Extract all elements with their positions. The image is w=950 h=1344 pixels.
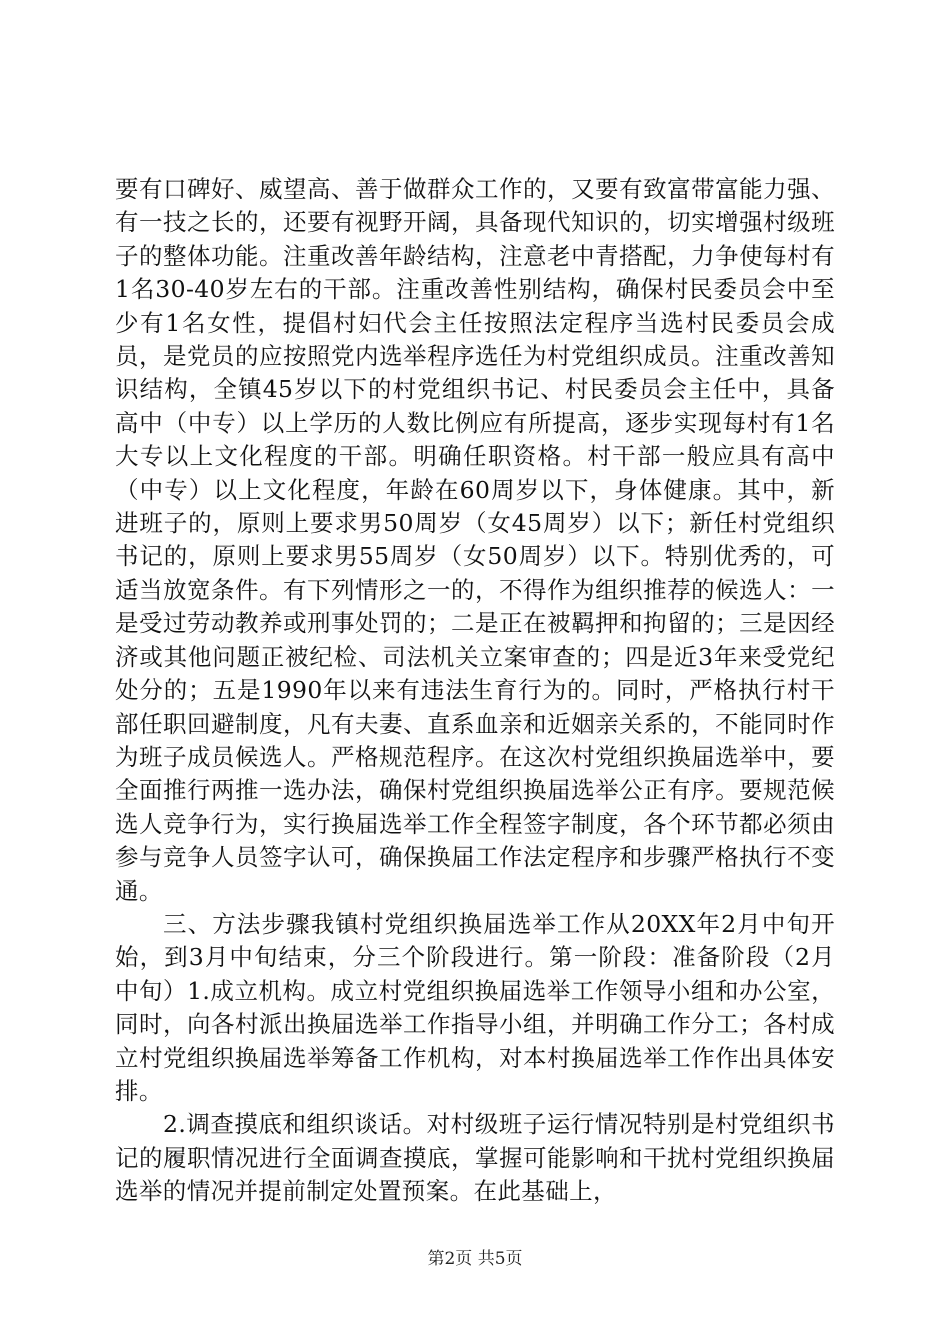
paragraph: 2.调查摸底和组织谈话。对村级班子运行情况特别是村党组织书记的履职情况进行全面调查摸底，掌握可能影响和干扰村党组织换届选举的情况并提前制定处置预案。在此基础上， <box>115 1110 835 1206</box>
paragraph: 三、方法步骤我镇村党组织换届选举工作从20XX年2月中旬开始，到3月中旬结束，分三个阶段进行。第一阶段：准备阶段（2月中旬）1.成立机构。成立村党组织换届选举工作领导小组和办公室，同时，向各村派出换届选举工作指导小组，并明确工作分工；各村成立村党组织换届选举筹备工作机构，对本村换届选举工作作出具体安排。 <box>115 909 835 1105</box>
paragraph: 要有口碑好、威望高、善于做群众工作的，又要有致富带富能力强、有一技之长的，还要有视野开阔，具备现代知识的，切实增强村级班子的整体功能。注重改善年龄结构，注意老中青搭配，力争使每村有1名30-40岁左右的干部。注重改善性别结构，确保村民委员会中至少有1名女性，提倡村妇代会主任按照法定程序当选村民委员会成员，是党员的应按照党内选举程序选任为村党组织成员。注重改善知识结构，全镇45岁以下的村党组织书记、村民委员会主任中，具备高中（中专）以上学历的人数比例应有所提高，逐步实现每村有1名大专以上文化程度的干部。明确任职资格。村干部一般应具有高中（中专）以上文化程度，年龄在60周岁以下，身体健康。其中，新进班子的，原则上要求男50周岁（女45周岁）以下；新任村党组织书记的，原则上要求男55周岁（女50周岁）以下。特别优秀的，可适当放宽条件。有下列情形之一的，不得作为组织推荐的候选人：一是受过劳动教养或刑事处罚的；二是正在被羁押和拘留的；三是因经济或其他问题正被纪检、司法机关立案审查的；四是近3年来受党纪处分的；五是1990年以来有违法生育行为的。同时，严格执行村干部任职回避制度，凡有夫妻、直系血亲和近姻亲关系的，不能同时作为班子成员候选人。严格规范程序。在这次村党组织换届选举中，要全面推行两推一选办法，确保村党组织换届选举公正有序。要规范候选人竞争行为，实行换届选举工作全程签字制度，各个环节都必须由参与竞争人员签字认可，确保换届工作法定程序和步骤严格执行不变通。 <box>115 175 835 905</box>
document-body <box>115 173 835 1209</box>
page-footer: 第2页 共5页 <box>427 1249 523 1269</box>
